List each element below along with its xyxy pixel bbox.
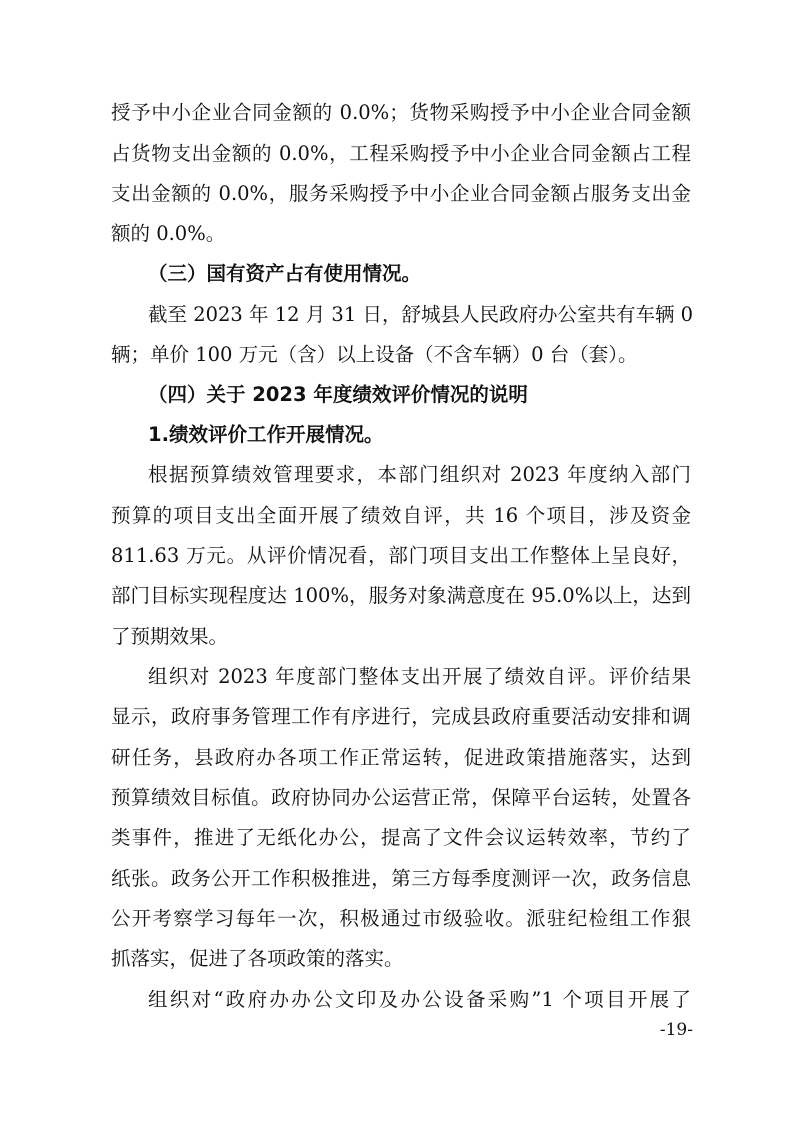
paragraph-line: 支出金额的 0.0%，服务采购授予中小企业合同金额占服务支出金 [111, 182, 691, 205]
paragraph-line: 类事件，推进了无纸化办公，提高了文件会议运转效率，节约了 [111, 826, 691, 849]
paragraph-line: 占货物支出金额的 0.0%，工程采购授予中小企业合同金额占工程 [111, 142, 691, 165]
paragraph-line: 纸张。政务公开工作积极推进，第三方每季度测评一次，政务信息 [111, 867, 691, 890]
paragraph-line: 授予中小企业合同金额的 0.0%；货物采购授予中小企业合同金额 [111, 101, 691, 124]
paragraph-line: 显示，政府事务管理工作有序进行，完成县政府重要活动安排和调 [111, 705, 691, 728]
paragraph-line: 公开考察学习每年一次，积极通过市级验收。派驻纪检组工作狠 [111, 907, 691, 930]
paragraph-line: 预算的项目支出全面开展了绩效自评，共 16 个项目，涉及资金 [111, 504, 691, 527]
page-number: -19- [659, 1020, 693, 1040]
paragraph-line: 额的 0.0%。 [111, 222, 226, 245]
paragraph-line: 根据预算绩效管理要求，本部门组织对 2023 年度纳入部门 [148, 463, 691, 486]
subsection-heading: 1.绩效评价工作开展情况。 [148, 423, 384, 446]
paragraph-line: 了预期效果。 [111, 625, 229, 648]
section-heading-4: （四）关于 2023 年度绩效评价情况的说明 [148, 383, 528, 406]
paragraph-line: 辆；单价 100 万元（含）以上设备（不含车辆）0 台（套）。 [111, 343, 638, 366]
paragraph-line: 组织对“政府办办公文印及办公设备采购”1 个项目开展了 [148, 988, 691, 1011]
section-heading-3: （三）国有资产占有使用情况。 [148, 262, 422, 285]
paragraph-line: 截至 2023 年 12 月 31 日，舒城县人民政府办公室共有车辆 0 [148, 303, 694, 326]
paragraph-line: 抓落实，促进了各项政策的落实。 [111, 947, 404, 970]
paragraph-line: 组织对 2023 年度部门整体支出开展了绩效自评。评价结果 [148, 665, 691, 688]
paragraph-line: 研任务，县政府办各项工作正常运转，促进政策措施落实，达到 [111, 746, 691, 769]
paragraph-line: 811.63 万元。从评价情况看，部门项目支出工作整体上呈良好， [111, 544, 691, 567]
paragraph-line: 预算绩效目标值。政府协同办公运营正常，保障平台运转，处置各 [111, 786, 691, 809]
paragraph-line: 部门目标实现程度达 100%，服务对象满意度在 95.0%以上，达到 [111, 584, 691, 607]
